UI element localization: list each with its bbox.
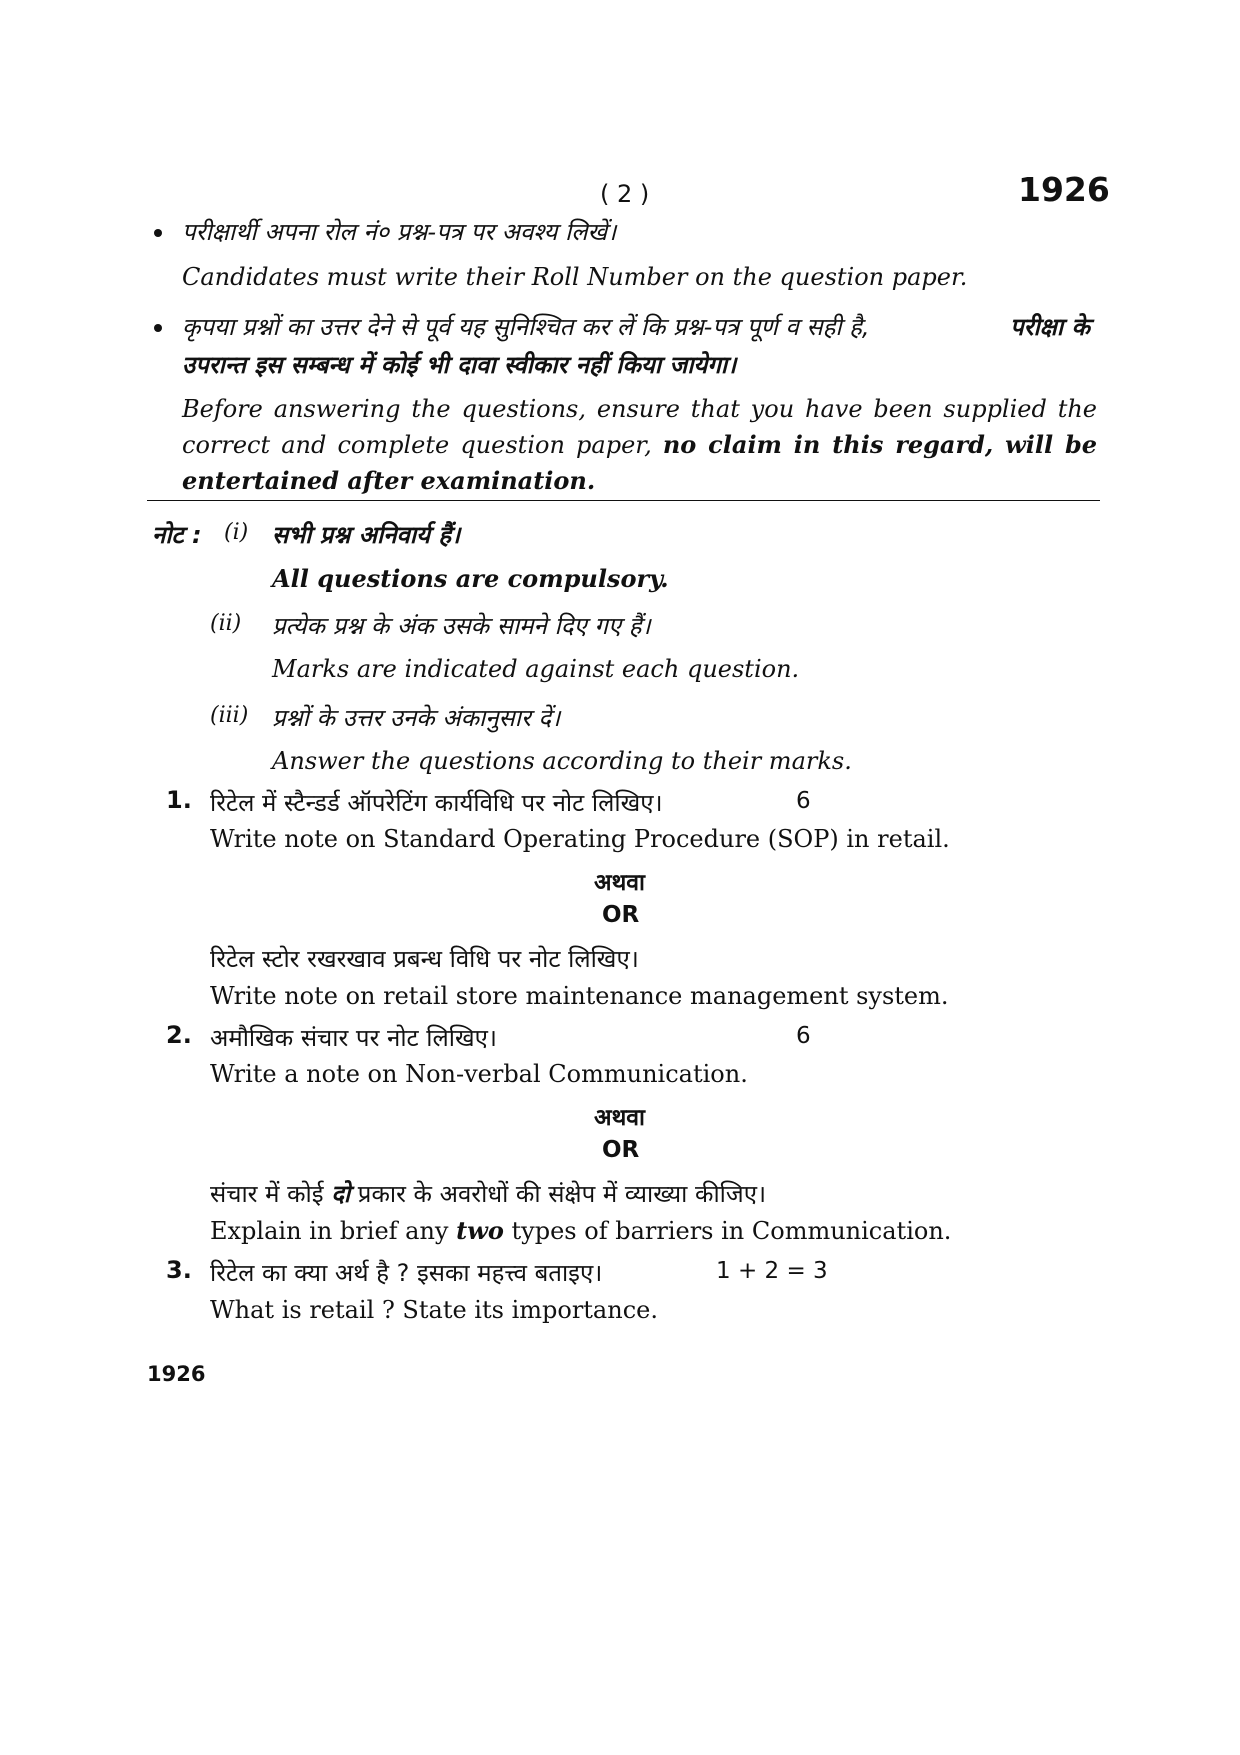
note-3-hindi: प्रश्नों के उत्तर उनके अंकानुसार दें।	[272, 704, 561, 732]
question-3-marks: 1 + 2 = 3	[716, 1258, 828, 1284]
note-3-number: (iii)	[210, 703, 249, 728]
note-2-hindi: प्रत्येक प्रश्न के अंक उसके सामने दिए गए हैं।	[272, 612, 651, 640]
instruction-1-hindi: परीक्षार्थी अपना रोल नं० प्रश्न-पत्र पर अवश्य लिखें।	[182, 218, 617, 246]
paper-code-header: 1926	[1018, 170, 1110, 209]
question-1-hindi: रिटेल में स्टैन्डर्ड ऑपरेटिंग कार्यविधि पर नोट लिखिए।	[210, 789, 663, 817]
note-2-english: Marks are indicated against each question.	[272, 655, 800, 683]
bullet-icon	[154, 324, 162, 332]
instruction-2-hindi-line1	[182, 310, 870, 343]
note-3-english: Answer the questions according to their marks.	[272, 747, 852, 775]
divider-rule	[147, 500, 1100, 501]
question-1-marks: 6	[796, 788, 811, 814]
question-2-alt-english	[210, 1216, 951, 1245]
instruction-2-english-bold: no claim in this regard, will be	[662, 430, 1097, 459]
question-1-alt-hindi: रिटेल स्टोर रखरखाव प्रबन्ध विधि पर नोट लिखिए।	[210, 945, 639, 973]
question-1-or-hindi: अथवा	[594, 870, 646, 896]
question-2-or-hindi: अथवा	[594, 1105, 646, 1131]
question-2-or-english: OR	[602, 1137, 640, 1163]
instruction-2-hindi-bold-end: परीक्षा के	[1010, 313, 1090, 341]
question-1-or-english: OR	[602, 902, 640, 928]
question-1-number: 1.	[166, 786, 192, 814]
paper-code-footer: 1926	[147, 1362, 206, 1386]
question-2-alt-english-post: types of barriers in Communication.	[511, 1217, 952, 1245]
question-2-alt-english-pre: Explain in brief any	[210, 1217, 449, 1245]
note-1-english: All questions are compulsory.	[272, 564, 669, 593]
question-1-english: Write note on Standard Operating Procedure (SOP) in retail.	[210, 825, 950, 853]
bullet-icon	[154, 229, 162, 237]
instruction-2-english-line1: Before answering the questions, ensure that you have been supplied the	[182, 395, 1097, 423]
question-2-alt-english-bold: two	[456, 1216, 504, 1245]
instruction-2-english-line3: entertained after examination.	[182, 466, 596, 495]
instruction-1-english: Candidates must write their Roll Number on the question paper.	[182, 263, 968, 291]
question-2-alt-hindi-pre: संचार में कोई	[210, 1180, 324, 1208]
question-3-english: What is retail ? State its importance.	[210, 1296, 658, 1324]
instruction-2-hindi-line2: उपरान्त इस सम्बन्ध में कोई भी दावा स्वीकार नहीं किया जायेगा।	[182, 351, 737, 379]
note-1-hindi: सभी प्रश्न अनिवार्य हैं।	[272, 521, 461, 549]
note-1-number: (i)	[224, 520, 249, 545]
question-2-hindi: अमौखिक संचार पर नोट लिखिए।	[210, 1024, 497, 1052]
instruction-2-english-line2	[182, 430, 1097, 459]
note-label: नोट :	[152, 521, 202, 549]
note-2-number: (ii)	[210, 611, 242, 636]
question-3-hindi: रिटेल का क्या अर्थ है ? इसका महत्त्व बताइए।	[210, 1259, 603, 1287]
question-3-number: 3.	[166, 1256, 192, 1284]
instruction-2-english-text: correct and complete question paper,	[182, 431, 652, 459]
instruction-2-hindi-text: कृपया प्रश्नों का उत्तर देने से पूर्व यह सुनिश्चित कर लें कि प्रश्न-पत्र पूर्ण व सही है,	[182, 313, 870, 341]
question-2-number: 2.	[166, 1021, 192, 1049]
question-2-alt-hindi-post: प्रकार के अवरोधों की संक्षेप में व्याख्या कीजिए।	[357, 1180, 767, 1208]
question-2-marks: 6	[796, 1023, 811, 1049]
question-2-alt-hindi-bold: दो	[331, 1180, 351, 1208]
question-2-english: Write a note on Non-verbal Communication.	[210, 1060, 748, 1088]
page-number: ( 2 )	[600, 180, 650, 208]
question-2-alt-hindi	[210, 1177, 766, 1210]
question-1-alt-english: Write note on retail store maintenance management system.	[210, 982, 949, 1010]
